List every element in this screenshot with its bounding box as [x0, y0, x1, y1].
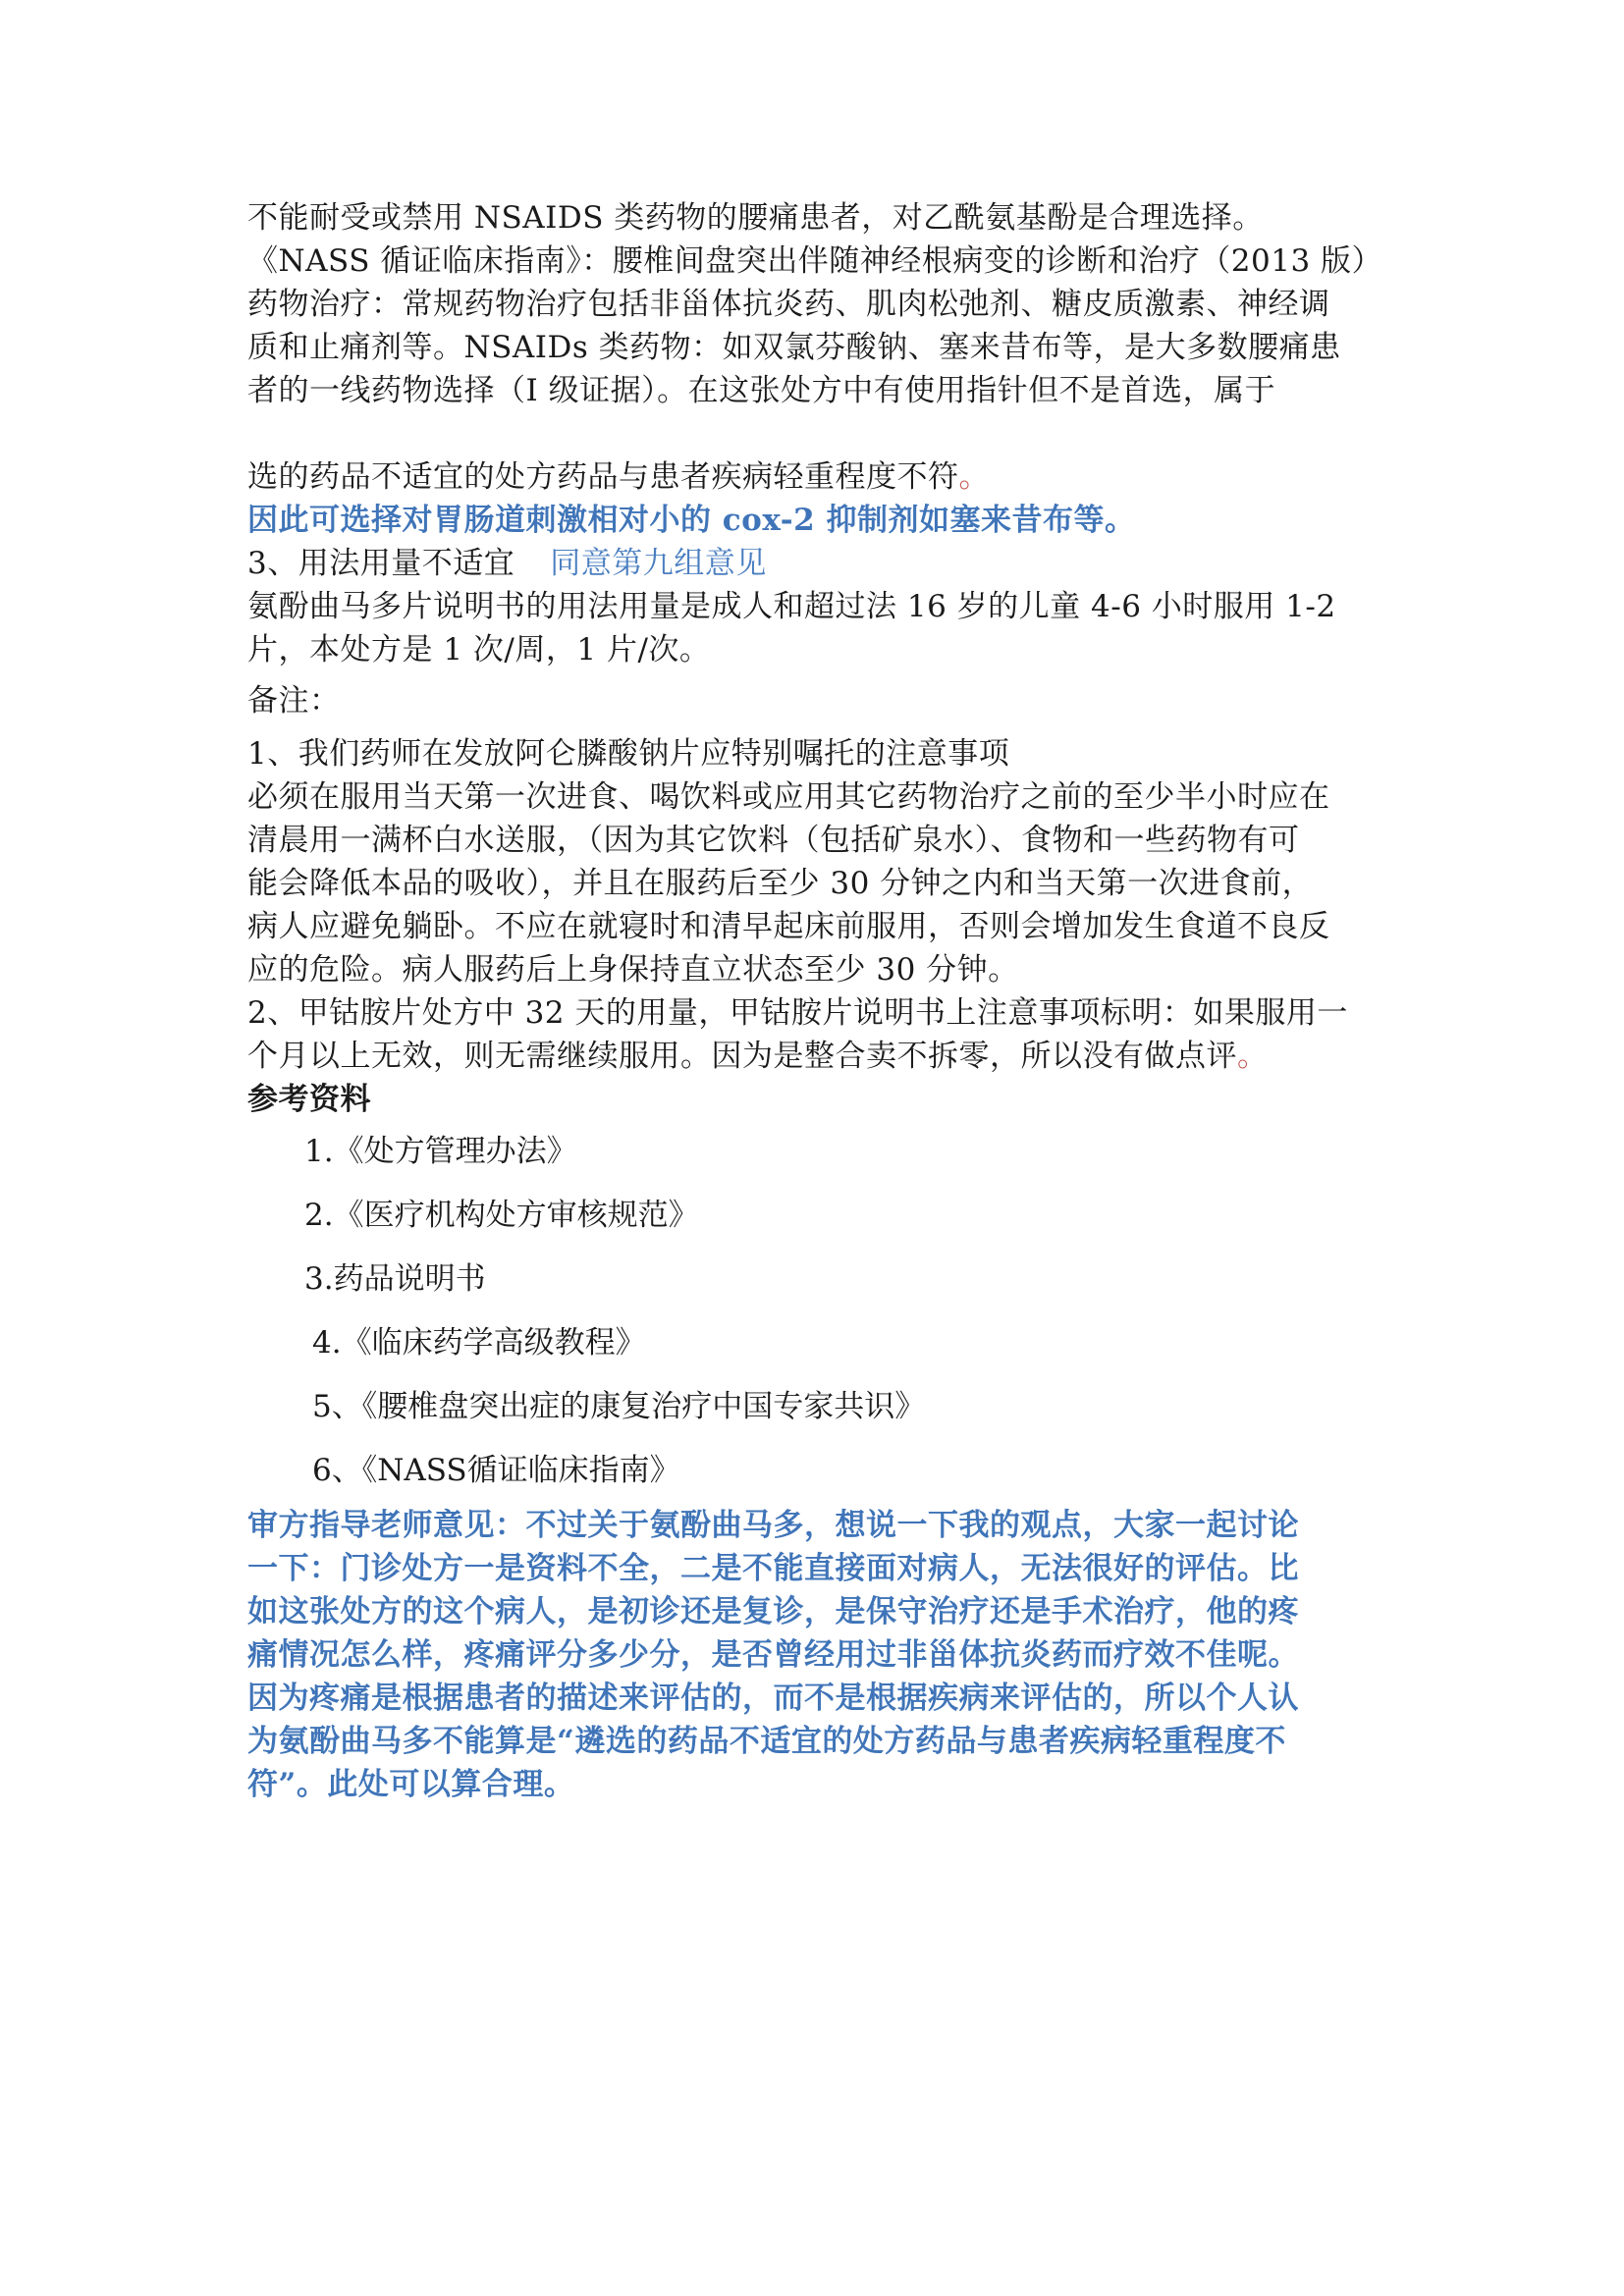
reference-item: 5、《腰椎盘突出症的康复治疗中国专家共识》: [312, 1389, 926, 1424]
text-span: 个月以上无效，则无需继续服用。因为是整合卖不拆零，所以没有做点评: [247, 1039, 1237, 1074]
text-line: 《NASS 循证临床指南》：腰椎间盘突出伴随神经根病变的诊断和治疗（2013 版）: [247, 243, 1383, 279]
comment-line: 审方指导老师意见：不过关于氨酚曲马多，想说一下我的观点，大家一起讨论: [247, 1508, 1299, 1543]
reference-item: 2.《医疗机构处方审核规范》: [304, 1198, 699, 1233]
comment-line: 为氨酚曲马多不能算是“遴选的药品不适宜的处方药品与患者疾病轻重程度不: [247, 1724, 1286, 1759]
text-line: 必须在服用当天第一次进食、喝饮料或应用其它药物治疗之前的至少半小时应在: [247, 779, 1330, 815]
text-span-red: 。: [958, 459, 990, 495]
reference-item: 3.药品说明书: [304, 1261, 486, 1297]
text-line: 氨酚曲马多片说明书的用法用量是成人和超过法 16 岁的儿童 4-6 小时服用 1-2: [247, 589, 1336, 624]
reference-item: 1.《处方管理办法》: [304, 1134, 577, 1169]
text-line: 能会降低本品的吸收），并且在服药后至少 30 分钟之内和当天第一次进食前，: [247, 866, 1314, 901]
text-line: 者的一线药物选择（I 级证据）。在这张处方中有使用指针但不是首选，属于: [247, 373, 1276, 408]
references-heading: 参考资料: [247, 1082, 371, 1117]
comment-line: 痛情况怎么样，疼痛评分多少分，是否曾经用过非甾体抗炎药而疗效不佳呢。: [247, 1637, 1299, 1673]
text-line: 应的危险。病人服药后上身保持直立状态至少 30 分钟。: [247, 952, 1019, 988]
reference-item: 6、《NASS循证临床指南》: [312, 1453, 680, 1488]
section-note: 同意第九组意见: [550, 546, 767, 581]
text-line: 1、我们药师在发放阿仑膦酸钠片应特别嘱托的注意事项: [247, 736, 1010, 772]
highlight-line: 因此可选择对胃肠道刺激相对小的 cox-2 抑制剂如塞来昔布等。: [247, 503, 1136, 538]
text-line: 病人应避免躺卧。不应在就寝时和清早起床前服用，否则会增加发生食道不良反: [247, 909, 1330, 944]
text-line: [247, 457, 990, 497]
text-line: 2、甲钴胺片处方中 32 天的用量，甲钴胺片说明书上注意事项标明：如果服用一: [247, 995, 1348, 1031]
section-label: 3、用法用量不适宜: [247, 546, 515, 581]
text-line: 质和止痛剂等。NSAIDs 类药物：如双氯芬酸钠、塞来昔布等，是大多数腰痛患: [247, 330, 1341, 365]
text-line: 片，本处方是 1 次/周，1 片/次。: [247, 632, 711, 667]
text-line: 清晨用一满杯白水送服，（因为其它饮料（包括矿泉水）、食物和一些药物有可: [247, 823, 1300, 858]
remarks-heading: 备注：: [247, 683, 341, 719]
section-heading: [247, 544, 767, 583]
text-span: 选的药品不适宜的处方药品与患者疾病轻重程度不符: [247, 459, 959, 495]
reference-item: 4.《临床药学高级教程》: [312, 1325, 646, 1361]
text-line: 不能耐受或禁用 NSAIDS 类药物的腰痛患者，对乙酰氨基酚是合理选择。: [247, 200, 1264, 236]
text-line: 药物治疗：常规药物治疗包括非甾体抗炎药、肌肉松弛剂、糖皮质激素、神经调: [247, 287, 1330, 322]
text-line: [247, 1037, 1269, 1076]
text-span-red: 。: [1237, 1039, 1269, 1074]
comment-line: 符”。此处可以算合理。: [247, 1767, 575, 1802]
comment-line: 因为疼痛是根据患者的描述来评估的，而不是根据疾病来评估的，所以个人认: [247, 1681, 1299, 1716]
comment-line: 如这张处方的这个病人，是初诊还是复诊，是保守治疗还是手术治疗，他的疼: [247, 1594, 1299, 1629]
comment-line: 一下：门诊处方一是资料不全，二是不能直接面对病人，无法很好的评估。比: [247, 1551, 1299, 1586]
